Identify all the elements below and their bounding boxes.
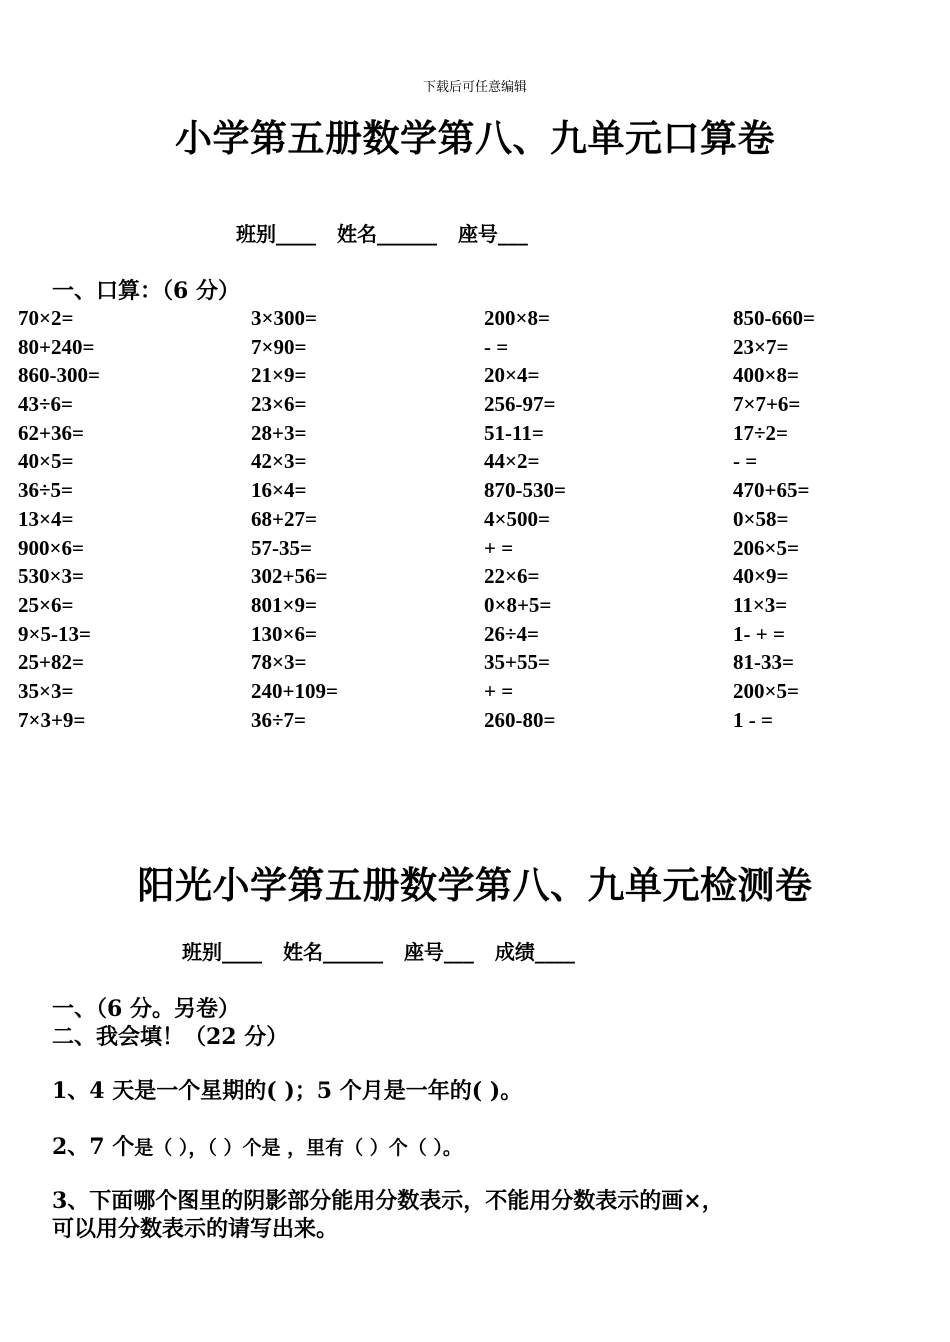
class-field: 班别____ xyxy=(236,222,316,246)
arithmetic-problem: 23×7= xyxy=(733,334,789,359)
arithmetic-problem: 17÷2= xyxy=(733,420,788,445)
arithmetic-problem: 860-300= xyxy=(18,363,100,388)
arithmetic-problem: 35×3= xyxy=(18,678,74,703)
arithmetic-problem: + = xyxy=(484,678,514,703)
arithmetic-problem: - = xyxy=(733,449,758,474)
question-2-rest: 是（ ），（ ）个是 ，里有（ ）个（ ）。 xyxy=(134,1137,462,1159)
arithmetic-problem: 23×6= xyxy=(251,392,307,417)
name-field: 姓名______ xyxy=(282,940,383,964)
student-info-line xyxy=(236,218,542,247)
arithmetic-problem: 13×4= xyxy=(18,506,74,531)
arithmetic-problem: 200×8= xyxy=(484,306,550,330)
arithmetic-problem: - = xyxy=(484,334,509,359)
arithmetic-problem: 25×6= xyxy=(18,592,74,617)
test-title: 阳光小学第五册数学第八、九单元检测卷 xyxy=(137,863,813,907)
seat-field: 座号___ xyxy=(457,222,528,246)
arithmetic-problem: 44×2= xyxy=(484,449,540,474)
arithmetic-problem: 68+27= xyxy=(251,506,317,531)
arithmetic-problem: 302+56= xyxy=(251,564,328,589)
arithmetic-problem: 78×3= xyxy=(251,650,307,675)
question-1: 1、4 天是一个星期的( )；5 个月是一年的( )。 xyxy=(52,1078,523,1104)
arithmetic-problem: 35+55= xyxy=(484,650,550,675)
arithmetic-problem: 21×9= xyxy=(251,363,307,388)
arithmetic-problem: 400×8= xyxy=(733,363,799,388)
arithmetic-problem: 260-80= xyxy=(484,707,556,732)
problem-column xyxy=(733,304,815,734)
arithmetic-problem: 42×3= xyxy=(251,449,307,474)
arithmetic-problem: 22×6= xyxy=(484,564,540,589)
arithmetic-problem: 62+36= xyxy=(18,420,84,445)
arithmetic-problem: 70×2= xyxy=(18,306,74,330)
arithmetic-problem: 26÷4= xyxy=(484,621,539,646)
name-field: 姓名______ xyxy=(336,222,437,246)
arithmetic-problem: 1 - = xyxy=(733,707,773,732)
arithmetic-problem: 81-33= xyxy=(733,650,794,675)
problem-column xyxy=(18,304,100,734)
arithmetic-problem: 16×4= xyxy=(251,478,307,503)
arithmetic-problem: 40×9= xyxy=(733,564,789,589)
score-field: 成绩____ xyxy=(494,940,575,964)
section-heading-fill: 二、我会填！（22 分） xyxy=(52,1024,289,1050)
arithmetic-problem: 7×7+6= xyxy=(733,392,801,417)
arithmetic-problem: 9×5-13= xyxy=(18,621,91,646)
arithmetic-problem: 130×6= xyxy=(251,621,317,646)
arithmetic-problem: 28+3= xyxy=(251,420,307,445)
arithmetic-problem: 870-530= xyxy=(484,478,566,503)
arithmetic-problem: 7×90= xyxy=(251,334,307,359)
question-3-line-1: 3、下面哪个图里的阴影部分能用分数表示，不能用分数表示的画×， xyxy=(52,1188,724,1214)
arithmetic-problem: 57-35= xyxy=(251,535,312,560)
arithmetic-problem: 530×3= xyxy=(18,564,84,589)
section-heading-one: 一、（6 分。另卷） xyxy=(52,996,240,1022)
problem-column xyxy=(251,304,338,734)
arithmetic-problem: 11×3= xyxy=(733,592,788,617)
arithmetic-problem: 4×500= xyxy=(484,506,550,531)
question-2-lead: 2、7 个 xyxy=(52,1134,135,1160)
page-title: 小学第五册数学第八、九单元口算卷 xyxy=(175,116,775,160)
arithmetic-problem: 256-97= xyxy=(484,392,556,417)
question-2 xyxy=(52,1130,462,1161)
arithmetic-problem: 36÷5= xyxy=(18,478,73,503)
arithmetic-problem: 0×8+5= xyxy=(484,592,552,617)
class-field: 班别____ xyxy=(182,940,262,964)
arithmetic-problem: 40×5= xyxy=(18,449,74,474)
arithmetic-problem: 36÷7= xyxy=(251,707,306,732)
arithmetic-problem: 43÷6= xyxy=(18,392,73,417)
arithmetic-problem: + = xyxy=(484,535,514,560)
header-note: 下载后可任意编辑 xyxy=(422,80,527,95)
arithmetic-problem: 850-660= xyxy=(733,306,815,330)
arithmetic-problem: 3×300= xyxy=(251,306,317,330)
arithmetic-problem: 51-11= xyxy=(484,420,544,445)
arithmetic-problem: 206×5= xyxy=(733,535,799,560)
arithmetic-problem: 0×58= xyxy=(733,506,789,531)
arithmetic-problem: 25+82= xyxy=(18,650,84,675)
problem-column xyxy=(484,304,566,734)
arithmetic-problem: 240+109= xyxy=(251,678,338,703)
seat-field: 座号___ xyxy=(403,940,474,964)
arithmetic-problem: 900×6= xyxy=(18,535,84,560)
arithmetic-problem: 20×4= xyxy=(484,363,540,388)
question-3-line-2: 可以用分数表示的请写出来。 xyxy=(52,1216,339,1242)
section-heading-oral: 一、口算：（6 分） xyxy=(52,278,240,304)
arithmetic-problem: 200×5= xyxy=(733,678,799,703)
arithmetic-problem: 801×9= xyxy=(251,592,317,617)
arithmetic-problem: 7×3+9= xyxy=(18,707,86,732)
arithmetic-problem: 470+65= xyxy=(733,478,810,503)
arithmetic-problem: 80+240= xyxy=(18,334,95,359)
arithmetic-problem: 1- + = xyxy=(733,621,785,646)
student-info-line xyxy=(182,936,589,965)
